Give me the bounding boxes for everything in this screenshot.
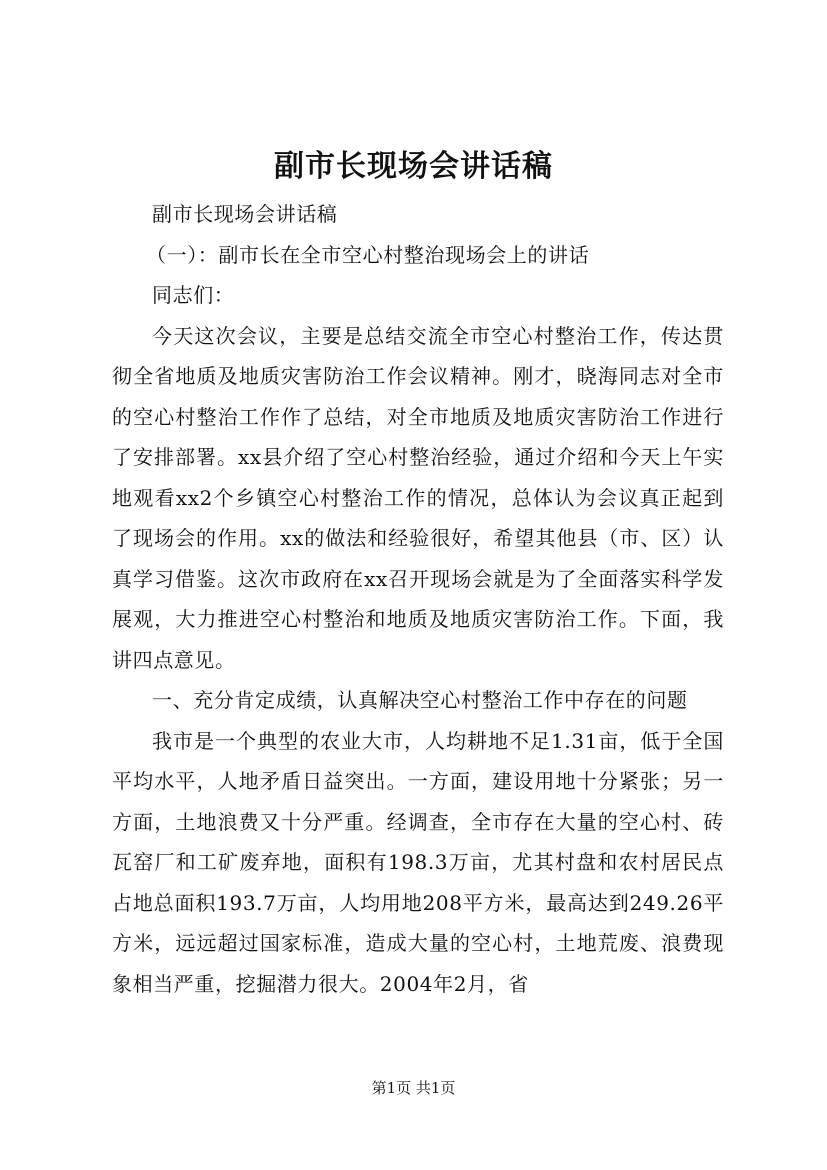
subtitle-line: 副市长现场会讲话稿	[152, 202, 338, 226]
speech-heading: （一）：副市长在全市空心村整治现场会上的讲话	[146, 242, 590, 267]
document-title: 副市长现场会讲话稿	[274, 149, 553, 184]
salutation: 同志们：	[152, 283, 235, 307]
section-heading-one: 一、充分肯定成绩，认真解决空心村整治工作中存在的问题	[152, 688, 688, 712]
page-footer: 第1页 共1页	[371, 1079, 456, 1097]
intro-paragraph: 今天这次会议，主要是总结交流全市空心村整治工作，传达贯彻全省地质及地质灾害防治工作会议精神。刚才，晓海同志对全市的空心村整治工作作了总结，对全市地质及地质灾害防治工作进行了安排部署。xx县介绍了空心村整治经验，通过介绍和今天上午实地观看xx2个乡镇空心村整治工作的情况，总体认为会议真正起到了现场会的作用。xx的做法和经验很好，希望其他县（市、区）认真学习借鉴。这次市政府在xx召开现场会就是为了全面落实科学发展观，大力推进空心村整治和地质及地质灾害防治工作。下面，我讲四点意见。	[112, 323, 724, 672]
document-body	[112, 194, 724, 1004]
section-one-paragraph: 我市是一个典型的农业大市，人均耕地不足1.31亩，低于全国平均水平，人地矛盾日益突出。一方面，建设用地十分紧张；另一方面，土地浪费又十分严重。经调查，全市存在大量的空心村、砖瓦窑厂和工矿废弃地，面积有198.3万亩，尤其村盘和农村居民点占地总面积193.7万亩，人均用地208平方米，最高达到249.26平方米，远远超过国家标准，造成大量的空心村，土地荒废、浪费现象相当严重，挖掘潜力很大。2004年2月，省	[112, 728, 724, 996]
